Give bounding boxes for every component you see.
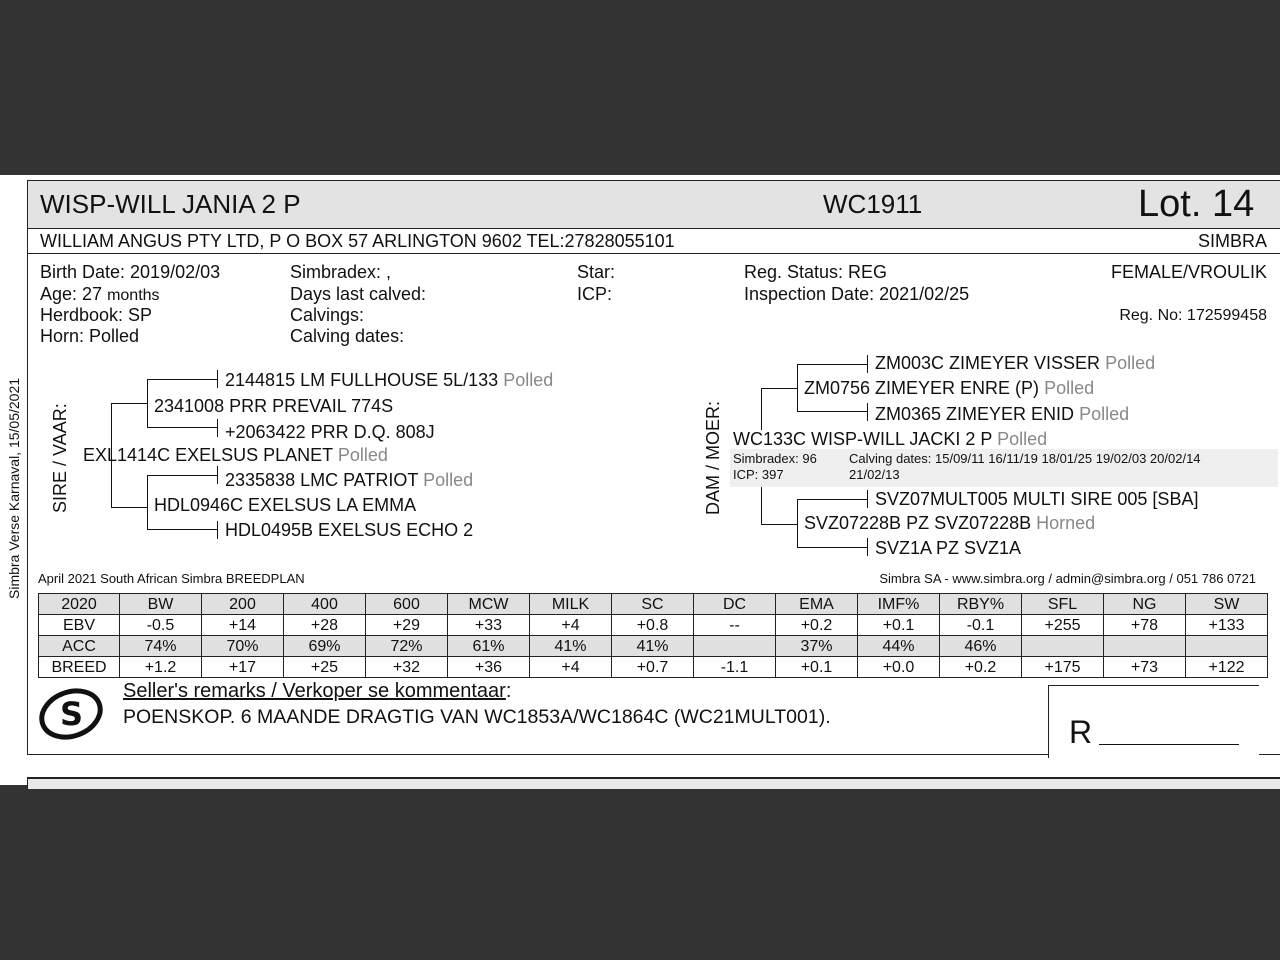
dam: WC133C WISP-WILL JACKI 2 P Polled [733,429,1048,449]
table-cell: +33 [448,615,530,636]
herdbook: Herdbook: SP [40,305,153,325]
table-cell: 74% [120,636,202,657]
table-cell: 41% [612,636,694,657]
table-cell: -1.1 [694,657,776,678]
sex: FEMALE/VROULIK [1110,262,1267,282]
horn-tag: Horned [1036,513,1096,533]
table-cell: +0.0 [858,657,940,678]
lot-number: Lot. 14 [1138,183,1255,225]
table-cell: +28 [284,615,366,636]
row-label: 2020 [39,594,120,615]
dam-side-label: DAM / MOER: [703,400,723,515]
table-cell: IMF% [858,594,940,615]
owner-bar [28,229,1280,254]
sire-side-label: SIRE / VAAR: [50,403,70,513]
table-cell: 41% [530,636,612,657]
dam-sire-sire: ZM003C ZIMEYER VISSER Polled [875,353,1156,373]
breedplan-contact: Simbra SA - www.simbra.org / admin@simbra.org / 051 786 0721 [879,571,1256,586]
horn-tag: Polled [423,470,474,490]
owner-details: WILLIAM ANGUS PTY LTD, P O BOX 57 ARLINGTON 9602 TEL:27828055101 [40,231,675,251]
dam-dam: SVZ07228B PZ SVZ07228B Horned [804,513,1096,533]
horn-tag: Polled [1105,353,1156,373]
table-cell: +36 [448,657,530,678]
table-cell [1186,636,1268,657]
table-cell: 70% [202,636,284,657]
row-label: BREED [39,657,120,678]
table-cell: 400 [284,594,366,615]
table-cell: +122 [1186,657,1268,678]
sire: EXL1414C EXELSUS PLANET Polled [83,445,388,465]
reg-number: Reg. No: 172599458 [1119,307,1267,324]
table-cell: +133 [1186,615,1268,636]
price-box [1048,685,1259,758]
table-cell: 44% [858,636,940,657]
horn-tag: Polled [997,429,1048,449]
table-cell: +0.1 [776,657,858,678]
age-unit: months [107,287,160,304]
table-cell: +4 [530,657,612,678]
horn-tag: Polled [1044,378,1095,398]
dam-calving-dates-cont: 21/02/13 [849,467,900,482]
table-cell: +0.7 [612,657,694,678]
next-card-edge [27,777,1280,789]
svg-text:S: S [60,695,84,733]
table-cell: NG [1104,594,1186,615]
table-cell: +255 [1022,615,1104,636]
title-bar [28,181,1280,229]
simbradex: Simbradex: , [290,262,392,282]
table-cell: +32 [366,657,448,678]
table-cell: 200 [202,594,284,615]
ebv-table [38,593,1268,678]
table-cell: 72% [366,636,448,657]
table-cell: 61% [448,636,530,657]
row-label: EBV [39,615,120,636]
table-cell: +0.2 [940,657,1022,678]
sire-dam-sire: 2335838 LMC PATRIOT Polled [225,470,474,490]
table-cell: MCW [448,594,530,615]
horn-tag: Polled [1079,404,1130,424]
table-cell [1104,636,1186,657]
price-line[interactable] [1099,744,1239,745]
reg-status: Reg. Status: REG [744,262,888,282]
catalogue-page [0,175,1280,785]
table-cell: 69% [284,636,366,657]
table-cell: 46% [940,636,1022,657]
table-cell: SW [1186,594,1268,615]
table-cell: BW [120,594,202,615]
table-cell: +0.1 [858,615,940,636]
breedplan-title: April 2021 South African Simbra BREEDPLAN [38,571,305,586]
table-cell: -- [694,615,776,636]
inspection-date: Inspection Date: 2021/02/25 [744,284,970,304]
table-cell: +1.2 [120,657,202,678]
table-cell: +0.8 [612,615,694,636]
price-label: R [1069,714,1093,750]
table-cell: +14 [202,615,284,636]
dam-simbradex: Simbradex: 96 [733,451,817,466]
star: Star: [577,262,616,282]
sire-dam: HDL0946C EXELSUS LA EMMA [154,495,417,515]
sire-dam-dam: HDL0495B EXELSUS ECHO 2 [225,520,474,540]
age [40,284,160,305]
table-row [39,657,1268,678]
table-cell: +0.2 [776,615,858,636]
table-cell: +17 [202,657,284,678]
table-cell: -0.5 [120,615,202,636]
table-cell: +175 [1022,657,1104,678]
dam-sire-dam: ZM0365 ZIMEYER ENID Polled [875,404,1130,424]
table-cell: SFL [1022,594,1104,615]
table-cell [694,636,776,657]
seller-remarks: POENSKOP. 6 MAANDE DRAGTIG VAN WC1853A/WC1864C (WC21MULT001). [123,706,831,728]
breed-label: SIMBRA [1197,231,1267,251]
birth-date: Birth Date: 2019/02/03 [40,262,221,282]
table-cell: 600 [366,594,448,615]
dam-info-box [730,449,1278,487]
age-value: Age: 27 [40,284,103,304]
days-last-calved: Days last calved: [290,284,427,304]
row-label: ACC [39,636,120,657]
calving-dates: Calving dates: [290,326,405,346]
dam-dam-dam: SVZ1A PZ SVZ1A [875,538,1022,558]
table-cell: +29 [366,615,448,636]
table-cell: +78 [1104,615,1186,636]
lot-card [27,180,1280,755]
seller-remarks-heading: Seller's remarks / Verkoper se kommentaar: [123,680,512,702]
animal-code: WC1911 [823,189,923,219]
calvings: Calvings: [290,305,365,325]
table-row [39,636,1268,657]
simbra-logo-icon [38,681,108,741]
table-cell: +25 [284,657,366,678]
table-header-row [39,594,1268,615]
dam-icp: ICP: 397 [733,467,784,482]
animal-name: WISP-WILL JANIA 2 P [40,189,301,219]
table-cell [1022,636,1104,657]
horn-tag: Polled [503,370,554,390]
icp: ICP: [577,284,613,304]
table-cell: SC [612,594,694,615]
table-cell: RBY% [940,594,1022,615]
sire-sire: 2341008 PRR PREVAIL 774S [154,396,394,416]
table-cell: 37% [776,636,858,657]
table-cell: MILK [530,594,612,615]
table-cell: +73 [1104,657,1186,678]
sire-sire-dam: +2063422 PRR D.Q. 808J [225,422,435,442]
horn-status: Horn: Polled [40,326,140,346]
auction-side-label: Simbra Verse Karnaval, 15/05/2021 [6,377,22,599]
table-cell: DC [694,594,776,615]
table-cell: EMA [776,594,858,615]
horn-tag: Polled [337,445,388,465]
dam-calving-dates: Calving dates: 15/09/11 16/11/19 18/01/25 19/02/03 20/02/14 [849,451,1201,466]
dam-sire: ZM0756 ZIMEYER ENRE (P) Polled [804,378,1095,398]
dam-dam-sire: SVZ07MULT005 MULTI SIRE 005 [SBA] [875,489,1199,509]
table-row [39,615,1268,636]
dam-bracket [761,388,762,430]
table-cell: +4 [530,615,612,636]
sire-sire-sire: 2144815 LM FULLHOUSE 5L/133 Polled [225,370,554,390]
table-cell: -0.1 [940,615,1022,636]
